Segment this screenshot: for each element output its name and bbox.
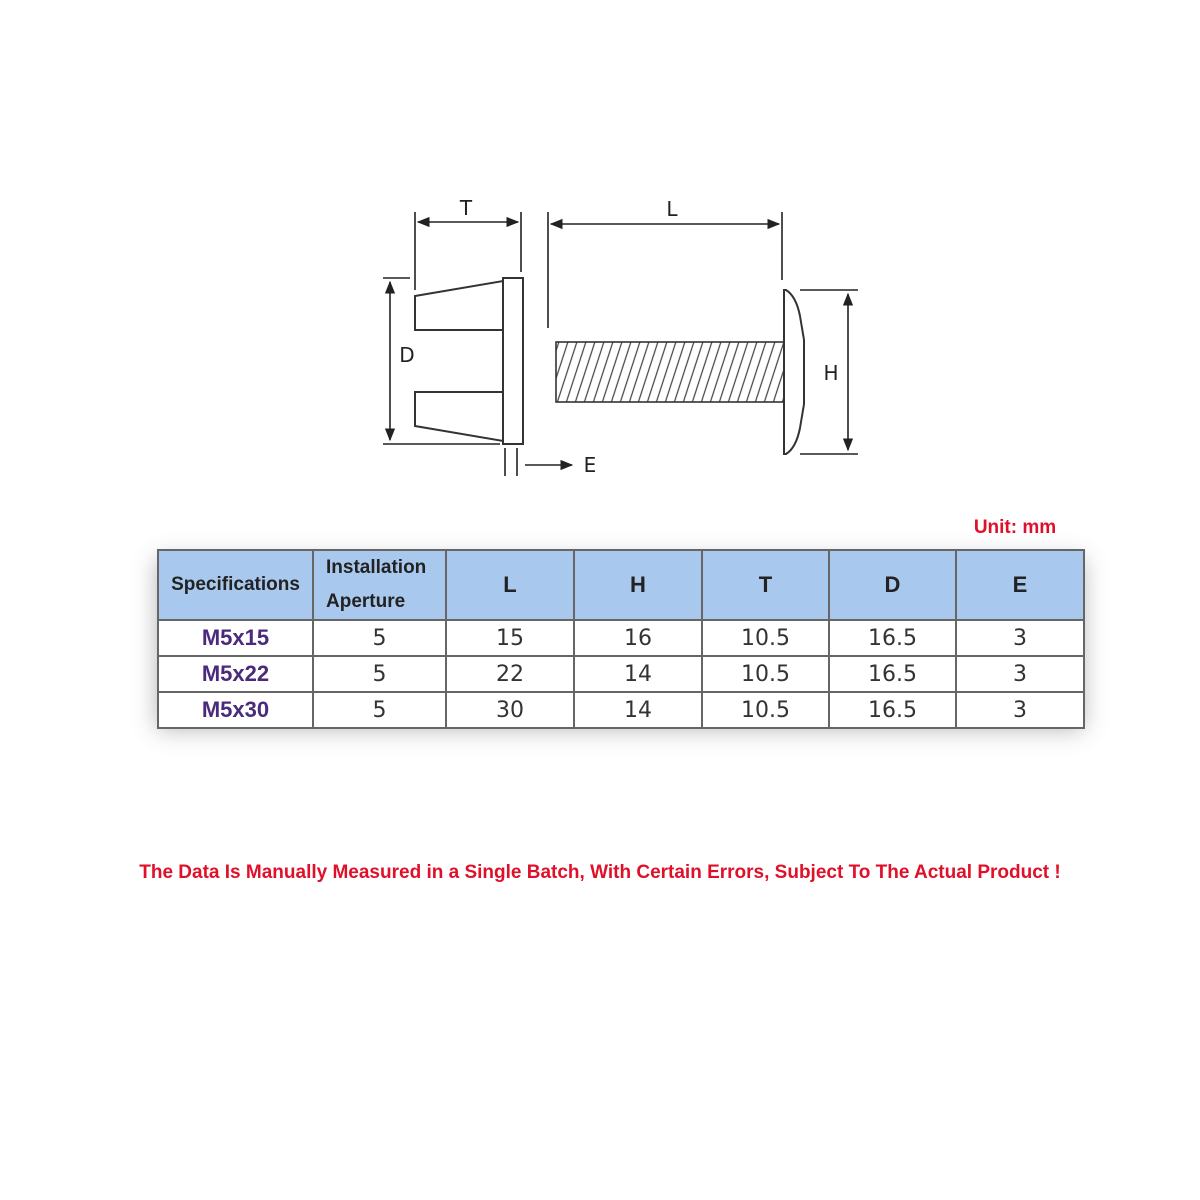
cell-spec: M5x15 [158,620,313,656]
cell-D: 16.5 [829,692,956,728]
header-installation-aperture [313,550,446,620]
label-H: H [823,361,839,385]
header-H: H [574,550,702,620]
header-E: E [956,550,1084,620]
cell-L: 15 [446,620,574,656]
label-D: D [399,343,415,367]
specification-table [157,549,1085,729]
cell-aperture: 5 [313,620,446,656]
screw-shank [556,342,784,402]
table-row [158,620,1084,656]
specification-table-container [157,549,1083,723]
cell-aperture: 5 [313,656,446,692]
table-row [158,692,1084,728]
cell-D: 16.5 [829,656,956,692]
dimension-E [505,448,572,476]
cell-T: 10.5 [702,656,829,692]
screw-head [784,290,804,454]
header-installation-line1: Installation [326,557,427,578]
cell-E: 3 [956,692,1084,728]
unit-label: Unit: mm [973,517,1057,538]
nut-lower-prong [415,392,503,441]
screw-drawing [556,290,804,454]
cell-spec: M5x22 [158,656,313,692]
cell-D: 16.5 [829,620,956,656]
cell-T: 10.5 [702,692,829,728]
cell-E: 3 [956,656,1084,692]
dimension-L [548,212,782,328]
cell-H: 14 [574,656,702,692]
cell-aperture: 5 [313,692,446,728]
nut-upper-prong [415,281,503,330]
nut-drawing [415,278,523,444]
table-header-row [158,550,1084,620]
table-row [158,656,1084,692]
header-specifications: Specifications [158,550,313,620]
header-D: D [829,550,956,620]
measurement-disclaimer: The Data Is Manually Measured in a Single Batch, With Certain Errors, Subject To The Actual Product ! [139,862,1061,883]
header-L: L [446,550,574,620]
cell-spec: M5x30 [158,692,313,728]
nut-flange [503,278,523,444]
cell-L: 22 [446,656,574,692]
header-installation-line2: Aperture [326,591,406,612]
label-T: T [459,196,473,220]
label-L: L [666,197,678,221]
cell-L: 30 [446,692,574,728]
cell-H: 16 [574,620,702,656]
label-E: E [583,453,597,477]
cell-T: 10.5 [702,620,829,656]
cell-H: 14 [574,692,702,728]
cell-E: 3 [956,620,1084,656]
header-T: T [702,550,829,620]
